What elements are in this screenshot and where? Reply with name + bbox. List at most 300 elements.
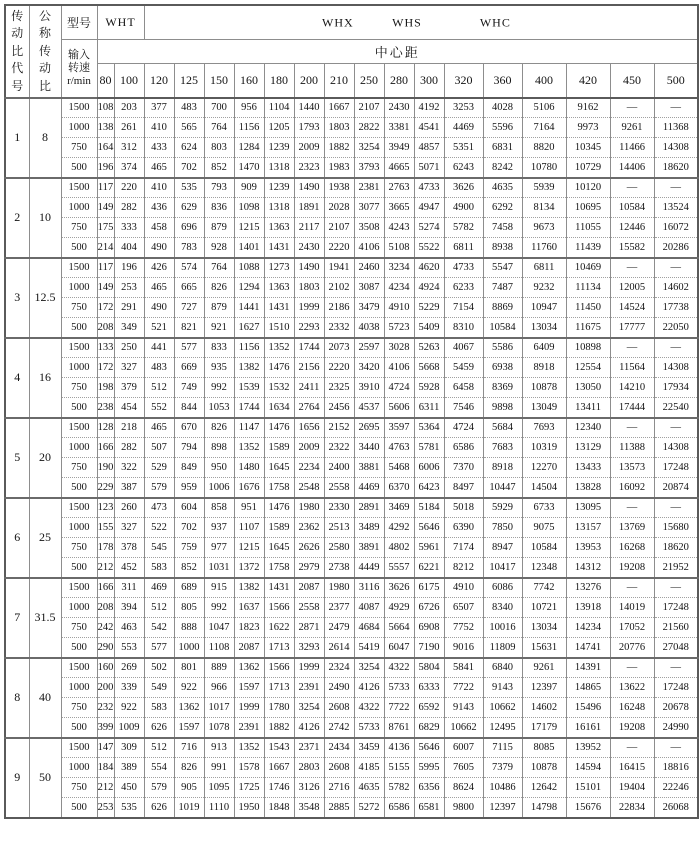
value-cell: 1950 — [234, 798, 264, 818]
value-cell: 6592 — [414, 698, 444, 718]
value-cell: 4620 — [414, 258, 444, 278]
value-cell: 2293 — [294, 318, 324, 338]
value-cell: 3254 — [354, 138, 384, 158]
value-cell: 7190 — [414, 638, 444, 658]
value-cell: 5733 — [384, 678, 414, 698]
data-row — [5, 458, 698, 478]
value-cell: 208 — [97, 598, 114, 618]
value-cell: 2885 — [324, 798, 354, 818]
value-cell: — — [654, 338, 698, 358]
value-cell: 17777 — [610, 318, 654, 338]
center-distance-label: 中心距 — [97, 40, 698, 64]
value-cell: 5939 — [522, 178, 566, 198]
value-cell: 8134 — [522, 198, 566, 218]
value-cell: 13573 — [610, 458, 654, 478]
input-speed-cell: 1500 — [61, 418, 97, 438]
data-row — [5, 178, 698, 198]
value-cell: 1047 — [204, 618, 234, 638]
value-cell: 2558 — [324, 478, 354, 498]
data-row — [5, 658, 698, 678]
value-cell: 2377 — [324, 598, 354, 618]
value-cell: 13034 — [522, 618, 566, 638]
value-cell: 469 — [144, 578, 174, 598]
value-cell: 858 — [204, 498, 234, 518]
value-cell: 309 — [114, 738, 144, 758]
value-cell: 1273 — [264, 258, 294, 278]
value-cell: 10319 — [522, 438, 566, 458]
value-cell: 13411 — [566, 398, 610, 418]
value-cell: 1098 — [234, 198, 264, 218]
value-cell: 9973 — [566, 118, 610, 138]
value-cell: 5459 — [444, 358, 483, 378]
input-speed-cell: 500 — [61, 478, 97, 498]
value-cell: 2460 — [354, 258, 384, 278]
value-cell: 6581 — [414, 798, 444, 818]
value-cell: 849 — [174, 458, 204, 478]
value-cell: 1239 — [264, 138, 294, 158]
value-cell: 133 — [97, 338, 114, 358]
value-cell: 5841 — [444, 658, 483, 678]
value-cell: 378 — [114, 538, 144, 558]
value-cell: — — [654, 418, 698, 438]
value-cell: 117 — [97, 258, 114, 278]
value-cell: 2430 — [294, 238, 324, 258]
input-speed-cell: 750 — [61, 138, 97, 158]
value-cell: 13769 — [610, 518, 654, 538]
value-cell: 14308 — [654, 438, 698, 458]
value-cell: 261 — [114, 118, 144, 138]
value-cell: 14602 — [654, 278, 698, 298]
input-speed-cell: 500 — [61, 638, 97, 658]
ratio-code-cell: 5 — [5, 418, 29, 498]
value-cell: 8820 — [522, 138, 566, 158]
value-cell: 1476 — [264, 418, 294, 438]
value-cell: 1589 — [264, 438, 294, 458]
value-cell: 229 — [97, 478, 114, 498]
ratio-code-cell: 6 — [5, 498, 29, 578]
value-cell: 542 — [144, 618, 174, 638]
value-cell: 19208 — [610, 558, 654, 578]
data-row — [5, 158, 698, 178]
value-cell: 10898 — [566, 338, 610, 358]
nominal-ratio-cell: 40 — [29, 658, 61, 738]
value-cell: 1284 — [234, 138, 264, 158]
value-cell: 374 — [114, 158, 144, 178]
value-cell: 7683 — [483, 438, 522, 458]
input-speed-cell: 750 — [61, 218, 97, 238]
data-row — [5, 378, 698, 398]
value-cell: 909 — [234, 178, 264, 198]
value-cell: 290 — [97, 638, 114, 658]
value-cell: 1980 — [324, 578, 354, 598]
value-cell: 3891 — [354, 538, 384, 558]
value-cell: 915 — [204, 578, 234, 598]
value-cell: 3254 — [354, 658, 384, 678]
value-cell: 15680 — [654, 518, 698, 538]
value-cell: 1746 — [264, 778, 294, 798]
value-cell: 1352 — [264, 338, 294, 358]
input-speed-cell: 1500 — [61, 98, 97, 118]
value-cell: 4292 — [384, 518, 414, 538]
value-cell: 9261 — [610, 118, 654, 138]
value-cell: — — [654, 258, 698, 278]
value-cell: — — [654, 98, 698, 118]
value-cell: 184 — [97, 758, 114, 778]
value-cell: 123 — [97, 498, 114, 518]
value-cell: 922 — [174, 678, 204, 698]
value-cell: 5929 — [483, 498, 522, 518]
value-cell: 15101 — [566, 778, 610, 798]
value-cell: 3597 — [384, 418, 414, 438]
value-cell: 14865 — [566, 678, 610, 698]
value-cell: 260 — [114, 498, 144, 518]
value-cell: 937 — [204, 518, 234, 538]
input-speed-cell: 1000 — [61, 758, 97, 778]
value-cell: 1490 — [294, 178, 324, 198]
value-cell: 2597 — [354, 338, 384, 358]
value-cell: 17738 — [654, 298, 698, 318]
value-cell: 147 — [97, 738, 114, 758]
value-cell: 9232 — [522, 278, 566, 298]
value-cell: 1294 — [234, 278, 264, 298]
value-cell: 8212 — [444, 558, 483, 578]
value-cell: 13129 — [566, 438, 610, 458]
value-cell: 1793 — [294, 118, 324, 138]
value-cell: 783 — [174, 238, 204, 258]
model-whc: WHC — [479, 15, 511, 29]
value-cell: 1110 — [204, 798, 234, 818]
value-cell: 15496 — [566, 698, 610, 718]
value-cell: 212 — [97, 558, 114, 578]
value-cell: 6047 — [384, 638, 414, 658]
value-cell: — — [654, 498, 698, 518]
value-cell: 793 — [204, 178, 234, 198]
value-cell: 2324 — [324, 658, 354, 678]
input-speed-line2: 转速 — [68, 61, 90, 74]
value-cell: 2381 — [354, 178, 384, 198]
value-cell: 702 — [174, 518, 204, 538]
value-cell: 512 — [144, 598, 174, 618]
data-row — [5, 718, 698, 738]
nominal-ratio-cell: 10 — [29, 178, 61, 258]
value-cell: 1938 — [324, 178, 354, 198]
value-cell: 9800 — [444, 798, 483, 818]
value-cell: 670 — [174, 418, 204, 438]
value-cell: 4724 — [444, 418, 483, 438]
value-cell: 196 — [114, 258, 144, 278]
value-cell: 805 — [174, 598, 204, 618]
input-speed-cell: 750 — [61, 698, 97, 718]
value-cell: 242 — [97, 618, 114, 638]
value-cell: 7115 — [483, 738, 522, 758]
value-cell: 18620 — [654, 538, 698, 558]
value-cell: 2716 — [324, 778, 354, 798]
value-cell: 8340 — [483, 598, 522, 618]
value-cell: — — [610, 498, 654, 518]
value-cell: 2102 — [324, 278, 354, 298]
value-cell: 1009 — [114, 718, 144, 738]
value-cell: 1589 — [264, 518, 294, 538]
value-cell: 7752 — [444, 618, 483, 638]
value-cell: 5928 — [414, 378, 444, 398]
value-cell: 19208 — [610, 718, 654, 738]
value-cell: 2608 — [324, 758, 354, 778]
value-cell: 2323 — [294, 158, 324, 178]
value-cell: 1363 — [264, 278, 294, 298]
value-cell: 4136 — [384, 738, 414, 758]
value-cell: 1363 — [264, 218, 294, 238]
value-cell: 17444 — [610, 398, 654, 418]
value-cell: 10120 — [566, 178, 610, 198]
value-cell: 4234 — [384, 278, 414, 298]
value-cell: 1480 — [234, 458, 264, 478]
value-cell: 327 — [114, 518, 144, 538]
center-distance-value: 120 — [144, 64, 174, 98]
value-cell: 2513 — [324, 518, 354, 538]
value-cell: 13034 — [522, 318, 566, 338]
value-cell: 2332 — [324, 318, 354, 338]
value-cell: 2430 — [384, 98, 414, 118]
value-cell: 5522 — [414, 238, 444, 258]
value-cell: 3793 — [354, 158, 384, 178]
center-distance-value: 420 — [566, 64, 610, 98]
value-cell: 512 — [144, 738, 174, 758]
value-cell: 2479 — [324, 618, 354, 638]
value-cell: 889 — [204, 658, 234, 678]
value-cell: 465 — [144, 158, 174, 178]
value-cell: 7605 — [444, 758, 483, 778]
value-cell: 15631 — [522, 638, 566, 658]
input-speed-cell: 1000 — [61, 438, 97, 458]
value-cell: 1440 — [294, 98, 324, 118]
value-cell: 379 — [114, 378, 144, 398]
value-cell: 9143 — [483, 678, 522, 698]
value-cell: 507 — [144, 438, 174, 458]
value-cell: 14504 — [522, 478, 566, 498]
value-cell: 1637 — [234, 598, 264, 618]
value-cell: 502 — [144, 658, 174, 678]
value-cell: 8761 — [384, 718, 414, 738]
value-cell: 12642 — [522, 778, 566, 798]
value-cell: 4185 — [354, 758, 384, 778]
value-cell: 1627 — [234, 318, 264, 338]
center-distance-value: 160 — [234, 64, 264, 98]
value-cell: 5995 — [414, 758, 444, 778]
value-cell: 4067 — [444, 338, 483, 358]
value-cell: 9673 — [522, 218, 566, 238]
value-cell: 22834 — [610, 798, 654, 818]
value-cell: 164 — [97, 138, 114, 158]
value-cell: 465 — [144, 418, 174, 438]
value-cell: 3234 — [384, 258, 414, 278]
value-cell: 16092 — [610, 478, 654, 498]
value-cell: 2738 — [324, 558, 354, 578]
value-cell: 7722 — [384, 698, 414, 718]
value-cell: 4322 — [354, 698, 384, 718]
input-speed-cell: 1500 — [61, 498, 97, 518]
value-cell: 554 — [144, 758, 174, 778]
value-cell: 441 — [144, 338, 174, 358]
value-cell: 10584 — [522, 538, 566, 558]
value-cell: 1823 — [234, 618, 264, 638]
value-cell: 20678 — [654, 698, 698, 718]
value-cell: 8938 — [483, 238, 522, 258]
value-cell: 12270 — [522, 458, 566, 478]
value-cell: 13050 — [566, 378, 610, 398]
value-cell: 14594 — [566, 758, 610, 778]
value-cell: 10878 — [522, 378, 566, 398]
value-cell: 24990 — [654, 718, 698, 738]
value-cell: 956 — [234, 98, 264, 118]
value-cell: 6458 — [444, 378, 483, 398]
center-distance-value: 500 — [654, 64, 698, 98]
value-cell: 2330 — [324, 498, 354, 518]
value-cell: 7546 — [444, 398, 483, 418]
input-speed-cell: 750 — [61, 378, 97, 398]
value-cell: 5364 — [414, 418, 444, 438]
value-cell: 1382 — [234, 358, 264, 378]
value-cell: 13276 — [566, 578, 610, 598]
data-row — [5, 278, 698, 298]
value-cell: 7458 — [483, 218, 522, 238]
value-cell: 1676 — [234, 478, 264, 498]
value-cell: 5184 — [414, 498, 444, 518]
data-row — [5, 578, 698, 598]
value-cell: 1215 — [234, 538, 264, 558]
input-speed-cell: 500 — [61, 398, 97, 418]
value-cell: 10016 — [483, 618, 522, 638]
value-cell: 4910 — [384, 298, 414, 318]
value-cell: 1362 — [174, 698, 204, 718]
data-row — [5, 618, 698, 638]
value-cell: 14406 — [610, 158, 654, 178]
value-cell: 922 — [114, 698, 144, 718]
data-row — [5, 598, 698, 618]
value-cell: 253 — [97, 798, 114, 818]
value-cell: 4733 — [414, 178, 444, 198]
value-cell: 108 — [97, 98, 114, 118]
value-cell: — — [610, 578, 654, 598]
value-cell: 13049 — [522, 398, 566, 418]
value-cell: 4106 — [384, 358, 414, 378]
value-cell: 9143 — [444, 698, 483, 718]
value-cell: 1372 — [234, 558, 264, 578]
input-speed-cell: 1000 — [61, 358, 97, 378]
value-cell: 951 — [234, 498, 264, 518]
value-cell: 149 — [97, 278, 114, 298]
value-cell: 1088 — [234, 258, 264, 278]
value-cell: 12348 — [522, 558, 566, 578]
value-cell: 7487 — [483, 278, 522, 298]
value-cell: 5664 — [384, 618, 414, 638]
value-cell: 1215 — [234, 218, 264, 238]
value-cell: 5646 — [414, 738, 444, 758]
data-row — [5, 198, 698, 218]
value-cell: 312 — [114, 138, 144, 158]
value-cell: 905 — [174, 778, 204, 798]
value-cell: 5272 — [354, 798, 384, 818]
value-cell: — — [610, 178, 654, 198]
value-cell: 14308 — [654, 358, 698, 378]
data-row — [5, 498, 698, 518]
value-cell: 436 — [144, 198, 174, 218]
value-cell: 178 — [97, 538, 114, 558]
value-cell: 2456 — [324, 398, 354, 418]
value-cell: 160 — [97, 658, 114, 678]
value-cell: 10729 — [566, 158, 610, 178]
value-cell: 6175 — [414, 578, 444, 598]
value-cell: 13918 — [566, 598, 610, 618]
value-cell: 20874 — [654, 478, 698, 498]
value-cell: 2391 — [294, 678, 324, 698]
value-cell: 15582 — [610, 238, 654, 258]
value-cell: 6333 — [414, 678, 444, 698]
ratio-code-cell: 3 — [5, 258, 29, 338]
input-speed-cell: 1500 — [61, 258, 97, 278]
value-cell: 6356 — [414, 778, 444, 798]
value-cell: 1147 — [234, 418, 264, 438]
value-cell: 1318 — [264, 158, 294, 178]
value-cell: 2764 — [294, 398, 324, 418]
value-cell: 3126 — [294, 778, 324, 798]
value-cell: 716 — [174, 738, 204, 758]
value-cell: 1107 — [234, 518, 264, 538]
value-cell: 574 — [174, 258, 204, 278]
value-cell: 4192 — [414, 98, 444, 118]
value-cell: 220 — [114, 178, 144, 198]
value-cell: 1744 — [234, 398, 264, 418]
value-cell: 700 — [204, 98, 234, 118]
value-cell: 138 — [97, 118, 114, 138]
value-cell: 18620 — [654, 158, 698, 178]
value-cell: 852 — [174, 558, 204, 578]
value-cell: 22246 — [654, 778, 698, 798]
value-cell: 1095 — [204, 778, 234, 798]
value-cell: 16072 — [654, 218, 698, 238]
value-cell: 1941 — [324, 258, 354, 278]
value-cell: 6829 — [414, 718, 444, 738]
value-cell: 10584 — [483, 318, 522, 338]
value-cell: 17248 — [654, 598, 698, 618]
value-cell: 1156 — [234, 338, 264, 358]
value-cell: 1597 — [234, 678, 264, 698]
nominal-ratio-cell: 8 — [29, 98, 61, 178]
value-cell: 22050 — [654, 318, 698, 338]
value-cell: 727 — [174, 298, 204, 318]
value-cell: 20776 — [610, 638, 654, 658]
value-cell: 4038 — [354, 318, 384, 338]
value-cell: 1634 — [264, 398, 294, 418]
value-cell: 1803 — [324, 118, 354, 138]
value-cell: 9162 — [566, 98, 610, 118]
value-cell: 565 — [174, 118, 204, 138]
value-cell: 2220 — [324, 238, 354, 258]
value-cell: 8242 — [483, 158, 522, 178]
data-row — [5, 778, 698, 798]
value-cell: 1318 — [264, 198, 294, 218]
value-cell: 844 — [174, 398, 204, 418]
value-cell: 913 — [204, 738, 234, 758]
value-cell: 339 — [114, 678, 144, 698]
model-variants-cell — [144, 5, 698, 40]
value-cell: 1848 — [264, 798, 294, 818]
value-cell: — — [610, 658, 654, 678]
value-cell: 208 — [97, 318, 114, 338]
value-cell: 6840 — [483, 658, 522, 678]
value-cell: 3489 — [354, 518, 384, 538]
data-row — [5, 218, 698, 238]
nominal-ratio-cell: 31.5 — [29, 578, 61, 658]
